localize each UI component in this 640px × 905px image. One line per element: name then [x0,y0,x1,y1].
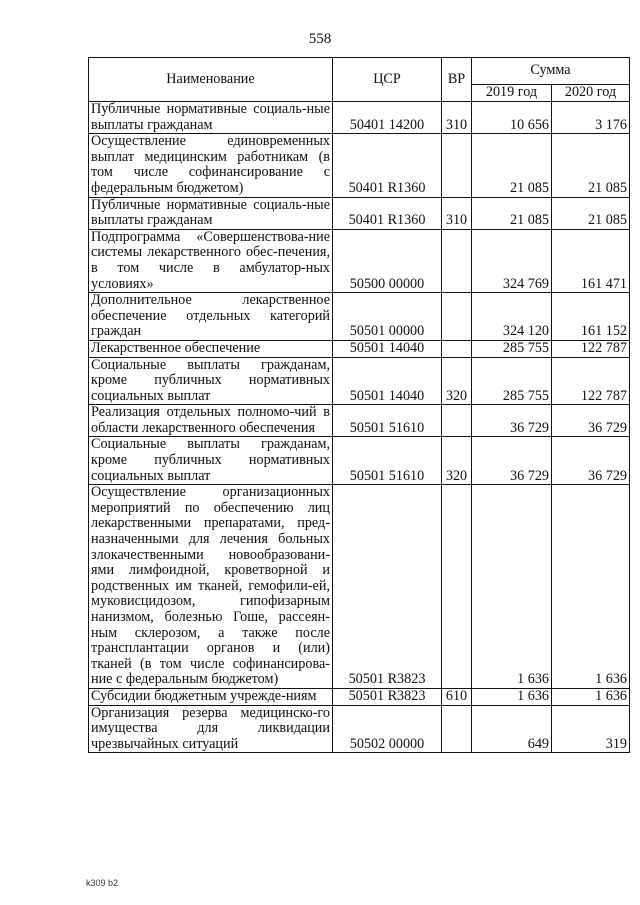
row-csr: 50502 00000 [333,705,442,753]
row-csr: 50501 R3823 [333,485,442,689]
row-csr: 50501 51610 [333,437,442,485]
row-vr [442,405,472,437]
row-sum-2020: 161 152 [552,293,630,341]
row-name: Публичные нормативные социаль-ные выплаты гражданам [89,102,333,134]
row-name: Реализация отдельных полномо-чий в области лекарственного обеспечения [89,405,333,437]
row-sum-2020: 36 729 [552,437,630,485]
table-row [89,197,630,229]
row-vr [442,340,472,357]
table-row [89,357,630,405]
row-sum-2019: 1 636 [472,485,552,689]
row-csr: 50501 00000 [333,293,442,341]
row-vr [442,485,472,689]
row-name: Дополнительное лекарственное обеспечение отдельных категорий граждан [89,293,333,341]
row-sum-2020: 319 [552,705,630,753]
table-row [89,102,630,134]
header-sum: Сумма [472,58,630,85]
table-row [89,705,630,753]
table-row [89,688,630,705]
row-csr: 50401 14200 [333,102,442,134]
budget-table [88,57,630,753]
table-row [89,134,630,197]
row-csr: 50401 R1360 [333,134,442,197]
row-sum-2019: 324 120 [472,293,552,341]
row-csr: 50501 51610 [333,405,442,437]
row-vr: 320 [442,437,472,485]
header-year-2020: 2020 год [552,85,630,102]
row-sum-2019: 324 769 [472,229,552,292]
document-code: k309 b2 [86,878,119,888]
row-sum-2020: 21 085 [552,134,630,197]
row-name: Организация резерва медицинско-го имущества для ликвидации чрезвычайных ситуаций [89,705,333,753]
row-name: Публичные нормативные социаль-ные выплаты гражданам [89,197,333,229]
row-csr: 50401 R1360 [333,197,442,229]
header-csr: ЦСР [333,58,442,102]
row-csr: 50500 00000 [333,229,442,292]
row-sum-2019: 21 085 [472,134,552,197]
row-sum-2019: 1 636 [472,688,552,705]
row-name: Осуществление организационных мероприятий по обеспечению лиц лекарственными препаратами, пред-назначенными для лечения больных злокачественными новообразовани-ями лимфоидной, кроветворной и родственных им тканей, гемофили-ей, муковисцидозом, гипофизарным нанизмом, болезнью Гоше, рассеян-ным склерозом, а также после трансплантации органов и (или) тканей (в том числе софинансирова-ние с федеральным бюджетом) [89,485,333,689]
row-vr: 310 [442,102,472,134]
row-name: Лекарственное обеспечение [89,340,333,357]
header-name: Наименование [89,58,333,102]
row-vr: 610 [442,688,472,705]
header-vr: ВР [442,58,472,102]
row-name: Субсидии бюджетным учрежде-ниям [89,688,333,705]
row-sum-2020: 1 636 [552,485,630,689]
row-sum-2019: 21 085 [472,197,552,229]
row-sum-2019: 649 [472,705,552,753]
row-name: Подпрограмма «Совершенствова-ние системы лекарственного обес-печения, в том числе в амбулатор-ных условиях» [89,229,333,292]
row-sum-2020: 36 729 [552,405,630,437]
row-sum-2020: 1 636 [552,688,630,705]
row-sum-2020: 161 471 [552,229,630,292]
page-number: 558 [308,31,332,47]
row-sum-2019: 285 755 [472,340,552,357]
table-row [89,229,630,292]
row-vr [442,293,472,341]
table-row [89,485,630,689]
row-sum-2019: 36 729 [472,437,552,485]
row-csr: 50501 14040 [333,340,442,357]
row-name: Осуществление единовременных выплат медицинским работникам (в том числе софинансирование с федеральным бюджетом) [89,134,333,197]
header-year-2019: 2019 год [472,85,552,102]
row-sum-2019: 285 755 [472,357,552,405]
row-sum-2020: 122 787 [552,357,630,405]
row-csr: 50501 14040 [333,357,442,405]
row-csr: 50501 R3823 [333,688,442,705]
row-name: Социальные выплаты гражданам, кроме публичных нормативных социальных выплат [89,357,333,405]
row-name: Социальные выплаты гражданам, кроме публичных нормативных социальных выплат [89,437,333,485]
row-vr [442,705,472,753]
row-sum-2020: 3 176 [552,102,630,134]
table-row [89,405,630,437]
row-vr: 310 [442,197,472,229]
table-row [89,340,630,357]
row-sum-2020: 122 787 [552,340,630,357]
row-vr: 320 [442,357,472,405]
table-row [89,437,630,485]
table-row [89,293,630,341]
row-vr [442,229,472,292]
row-sum-2019: 10 656 [472,102,552,134]
row-sum-2020: 21 085 [552,197,630,229]
row-sum-2019: 36 729 [472,405,552,437]
row-vr [442,134,472,197]
